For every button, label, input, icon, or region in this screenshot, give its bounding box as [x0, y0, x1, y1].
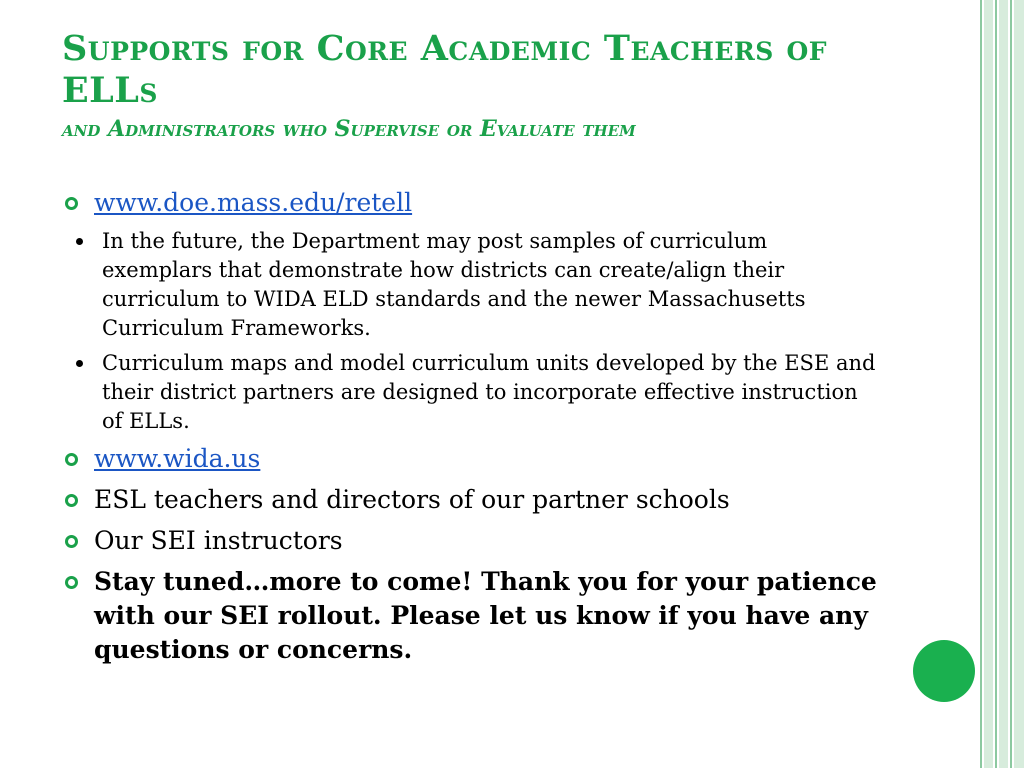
bullet-dot-icon — [76, 238, 83, 245]
slide-title-block — [62, 28, 922, 142]
bullet-ring-icon — [65, 494, 78, 507]
bullet-ring-icon — [65, 453, 78, 466]
sub-list-item — [62, 227, 882, 343]
slide-title: Supports for Core Academic Teachers of ELLs — [62, 28, 828, 111]
decorative-green-dot — [913, 640, 975, 702]
slide-body — [62, 186, 902, 675]
decorative-stripes — [980, 0, 1024, 768]
bullet-ring-icon — [65, 197, 78, 210]
list-item — [62, 565, 902, 667]
sub-item-text: In the future, the Department may post samples of curriculum exemplars that demonstrate how districts can create/align their curriculum to WIDA ELD standards and the newer Massachusetts Curriculum Frameworks. — [102, 229, 806, 340]
retell-link[interactable]: www.doe.mass.edu/retell — [94, 188, 413, 217]
sub-item-text: Curriculum maps and model curriculum units developed by the ESE and their district partners are designed to incorporate effective instruction of ELLs. — [102, 351, 876, 433]
sub-list — [62, 227, 902, 436]
list-item — [62, 186, 902, 219]
closing-message: Stay tuned…more to come! Thank you for your patience with our SEI rollout. Please let us know if you have any questions or concerns. — [94, 567, 877, 664]
wida-link[interactable]: www.wida.us — [94, 444, 261, 473]
list-item — [62, 524, 902, 557]
bullet-ring-icon — [65, 535, 78, 548]
list-item-text: Our SEI instructors — [94, 526, 343, 555]
bullet-ring-icon — [65, 576, 78, 589]
bullet-dot-icon — [76, 360, 83, 367]
list-item-text: ESL teachers and directors of our partner schools — [94, 485, 730, 514]
slide-subtitle: and Administrators who Supervise or Evaluate them — [62, 116, 636, 142]
list-item — [62, 442, 902, 475]
sub-list-item — [62, 349, 882, 436]
list-item — [62, 483, 902, 516]
